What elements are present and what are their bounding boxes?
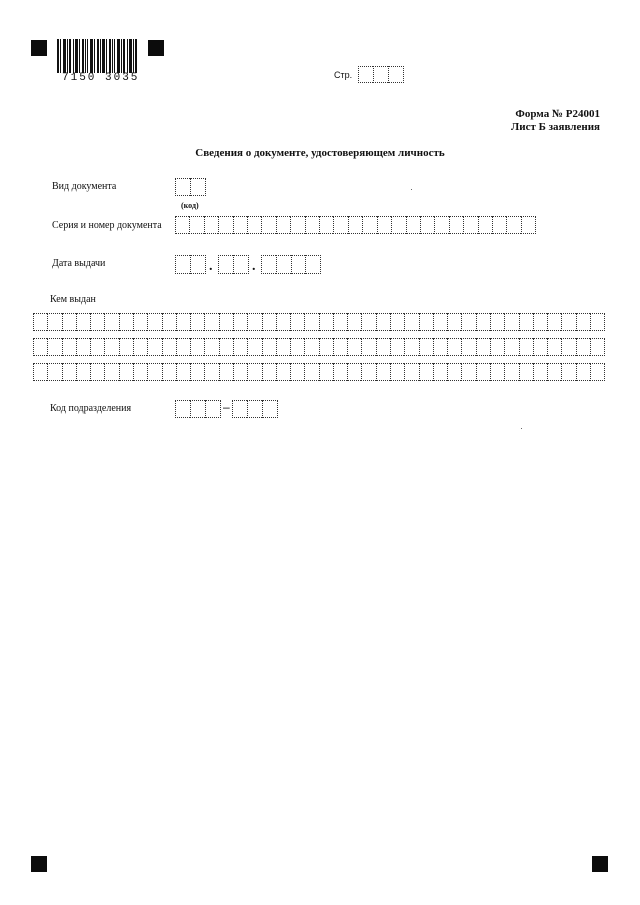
- character-cell[interactable]: [147, 313, 161, 331]
- character-cell[interactable]: [304, 313, 318, 331]
- character-cell[interactable]: [504, 363, 518, 381]
- registration-marker-top-left: [31, 40, 47, 56]
- character-cell[interactable]: [461, 363, 475, 381]
- character-cell[interactable]: [504, 338, 518, 356]
- character-cell[interactable]: [162, 313, 176, 331]
- character-cell[interactable]: [247, 363, 261, 381]
- doc-type-code-field[interactable]: [175, 178, 206, 196]
- character-cell[interactable]: [76, 313, 90, 331]
- subdivision-code-label: Код подразделения: [50, 403, 132, 414]
- character-cell[interactable]: [461, 338, 475, 356]
- character-cell[interactable]: [376, 338, 390, 356]
- character-cell[interactable]: [90, 363, 104, 381]
- barcode-number: 7150 3035: [62, 72, 140, 84]
- page-label: Стр.: [334, 70, 353, 80]
- character-cell[interactable]: [104, 363, 118, 381]
- character-cell[interactable]: [133, 363, 147, 381]
- character-cell[interactable]: [104, 313, 118, 331]
- character-cell[interactable]: [390, 363, 404, 381]
- character-cell[interactable]: [361, 363, 375, 381]
- character-cell[interactable]: [404, 363, 418, 381]
- character-cell[interactable]: [76, 363, 90, 381]
- character-cell[interactable]: [319, 338, 333, 356]
- character-cell[interactable]: [33, 363, 47, 381]
- character-cell[interactable]: [33, 338, 47, 356]
- character-cell[interactable]: [119, 313, 133, 331]
- character-cell[interactable]: [119, 338, 133, 356]
- character-cell[interactable]: [233, 313, 247, 331]
- sheet-label: Лист Б заявления: [511, 121, 600, 133]
- character-cell[interactable]: [219, 313, 233, 331]
- issued-by-row-3[interactable]: [33, 363, 605, 381]
- scan-speck: [521, 428, 522, 429]
- character-cell[interactable]: [104, 338, 118, 356]
- character-cell[interactable]: [47, 363, 61, 381]
- issue-date-label: Дата выдачи: [52, 258, 106, 269]
- character-cell[interactable]: [190, 338, 204, 356]
- issue-date-month-field[interactable]: [218, 255, 249, 274]
- series-number-label: Серия и номер документа: [52, 220, 162, 231]
- series-number-field[interactable]: [175, 216, 536, 234]
- subdivision-code-part2-field[interactable]: [232, 400, 278, 418]
- character-cell[interactable]: [590, 313, 605, 331]
- character-cell[interactable]: [347, 313, 361, 331]
- character-cell[interactable]: [219, 363, 233, 381]
- character-cell[interactable]: [547, 363, 561, 381]
- character-cell[interactable]: [176, 338, 190, 356]
- character-cell[interactable]: [376, 313, 390, 331]
- doc-type-hint: (код): [181, 201, 199, 210]
- registration-marker-bottom-right: [592, 856, 608, 872]
- character-cell[interactable]: [76, 338, 90, 356]
- character-cell[interactable]: [476, 363, 490, 381]
- scan-speck: [411, 189, 412, 190]
- character-cell[interactable]: [333, 313, 347, 331]
- character-cell[interactable]: [147, 363, 161, 381]
- character-cell[interactable]: [419, 313, 433, 331]
- character-cell[interactable]: [204, 313, 218, 331]
- character-cell[interactable]: [533, 313, 547, 331]
- subdivision-code-part1-field[interactable]: [175, 400, 221, 418]
- character-cell[interactable]: [204, 338, 218, 356]
- character-cell[interactable]: [176, 363, 190, 381]
- character-cell[interactable]: [90, 313, 104, 331]
- character-cell[interactable]: [333, 363, 347, 381]
- character-cell[interactable]: [576, 313, 590, 331]
- character-cell[interactable]: [162, 338, 176, 356]
- character-cell[interactable]: [290, 338, 304, 356]
- registration-marker-top-right: [148, 40, 164, 56]
- date-separator: .: [209, 259, 213, 274]
- character-cell[interactable]: [433, 363, 447, 381]
- character-cell[interactable]: [419, 363, 433, 381]
- character-cell[interactable]: [576, 338, 590, 356]
- character-cell[interactable]: [561, 313, 575, 331]
- character-cell[interactable]: [476, 338, 490, 356]
- issue-date-year-field[interactable]: [261, 255, 321, 274]
- character-cell[interactable]: [390, 338, 404, 356]
- character-cell[interactable]: [476, 313, 490, 331]
- character-cell[interactable]: [519, 363, 533, 381]
- character-cell[interactable]: [133, 338, 147, 356]
- character-cell[interactable]: [304, 338, 318, 356]
- character-cell[interactable]: [361, 313, 375, 331]
- character-cell[interactable]: [247, 313, 261, 331]
- character-cell[interactable]: [461, 313, 475, 331]
- character-cell[interactable]: [447, 313, 461, 331]
- character-cell[interactable]: [162, 363, 176, 381]
- character-cell[interactable]: [490, 313, 504, 331]
- character-cell[interactable]: [533, 338, 547, 356]
- character-cell[interactable]: [276, 363, 290, 381]
- character-cell[interactable]: [590, 363, 605, 381]
- section-title: Сведения о документе, удостоверяющем личность: [195, 147, 445, 159]
- character-cell[interactable]: [233, 338, 247, 356]
- character-cell[interactable]: [276, 313, 290, 331]
- character-cell[interactable]: [133, 313, 147, 331]
- character-cell[interactable]: [290, 313, 304, 331]
- character-cell[interactable]: [561, 363, 575, 381]
- character-cell[interactable]: [333, 338, 347, 356]
- character-cell[interactable]: [561, 338, 575, 356]
- character-cell[interactable]: [47, 338, 61, 356]
- form-header: [511, 108, 600, 134]
- character-cell[interactable]: [176, 313, 190, 331]
- character-cell[interactable]: [319, 363, 333, 381]
- character-cell[interactable]: [404, 313, 418, 331]
- character-cell[interactable]: [433, 338, 447, 356]
- character-cell[interactable]: [190, 313, 204, 331]
- character-cell[interactable]: [447, 338, 461, 356]
- registration-marker-bottom-left: [31, 856, 47, 872]
- character-cell[interactable]: [504, 313, 518, 331]
- page-number-field[interactable]: [358, 66, 404, 83]
- character-cell[interactable]: [547, 338, 561, 356]
- issued-by-row-1[interactable]: [33, 313, 605, 331]
- character-cell[interactable]: [533, 363, 547, 381]
- character-cell[interactable]: [347, 363, 361, 381]
- character-cell[interactable]: [62, 313, 76, 331]
- character-cell[interactable]: [219, 338, 233, 356]
- character-cell[interactable]: [90, 338, 104, 356]
- character-cell[interactable]: [347, 338, 361, 356]
- character-cell[interactable]: [119, 363, 133, 381]
- character-cell[interactable]: [247, 338, 261, 356]
- character-cell[interactable]: [519, 313, 533, 331]
- character-cell[interactable]: [262, 338, 276, 356]
- code-separator: –: [223, 400, 230, 414]
- character-cell[interactable]: [576, 363, 590, 381]
- character-cell[interactable]: [190, 363, 204, 381]
- issued-by-row-2[interactable]: [33, 338, 605, 356]
- issued-by-label: Кем выдан: [50, 294, 96, 305]
- character-cell[interactable]: [376, 363, 390, 381]
- character-cell[interactable]: [490, 338, 504, 356]
- character-cell[interactable]: [519, 338, 533, 356]
- character-cell[interactable]: [47, 313, 61, 331]
- form-number: Форма № Р24001: [515, 108, 600, 120]
- character-cell[interactable]: [204, 363, 218, 381]
- character-cell[interactable]: [447, 363, 461, 381]
- character-cell[interactable]: [404, 338, 418, 356]
- character-cell[interactable]: [262, 313, 276, 331]
- character-cell[interactable]: [490, 363, 504, 381]
- character-cell[interactable]: [304, 363, 318, 381]
- character-cell[interactable]: [276, 338, 290, 356]
- character-cell[interactable]: [147, 338, 161, 356]
- character-cell[interactable]: [319, 313, 333, 331]
- date-separator: .: [252, 259, 256, 274]
- character-cell[interactable]: [233, 363, 247, 381]
- character-cell[interactable]: [390, 313, 404, 331]
- character-cell[interactable]: [361, 338, 375, 356]
- character-cell[interactable]: [419, 338, 433, 356]
- character-cell[interactable]: [33, 313, 47, 331]
- character-cell[interactable]: [262, 363, 276, 381]
- barcode: [57, 39, 137, 73]
- character-cell[interactable]: [62, 338, 76, 356]
- character-cell[interactable]: [547, 313, 561, 331]
- character-cell[interactable]: [290, 363, 304, 381]
- doc-type-label: Вид документа: [52, 181, 117, 192]
- character-cell[interactable]: [433, 313, 447, 331]
- character-cell[interactable]: [62, 363, 76, 381]
- issue-date-day-field[interactable]: [175, 255, 206, 274]
- character-cell[interactable]: [590, 338, 605, 356]
